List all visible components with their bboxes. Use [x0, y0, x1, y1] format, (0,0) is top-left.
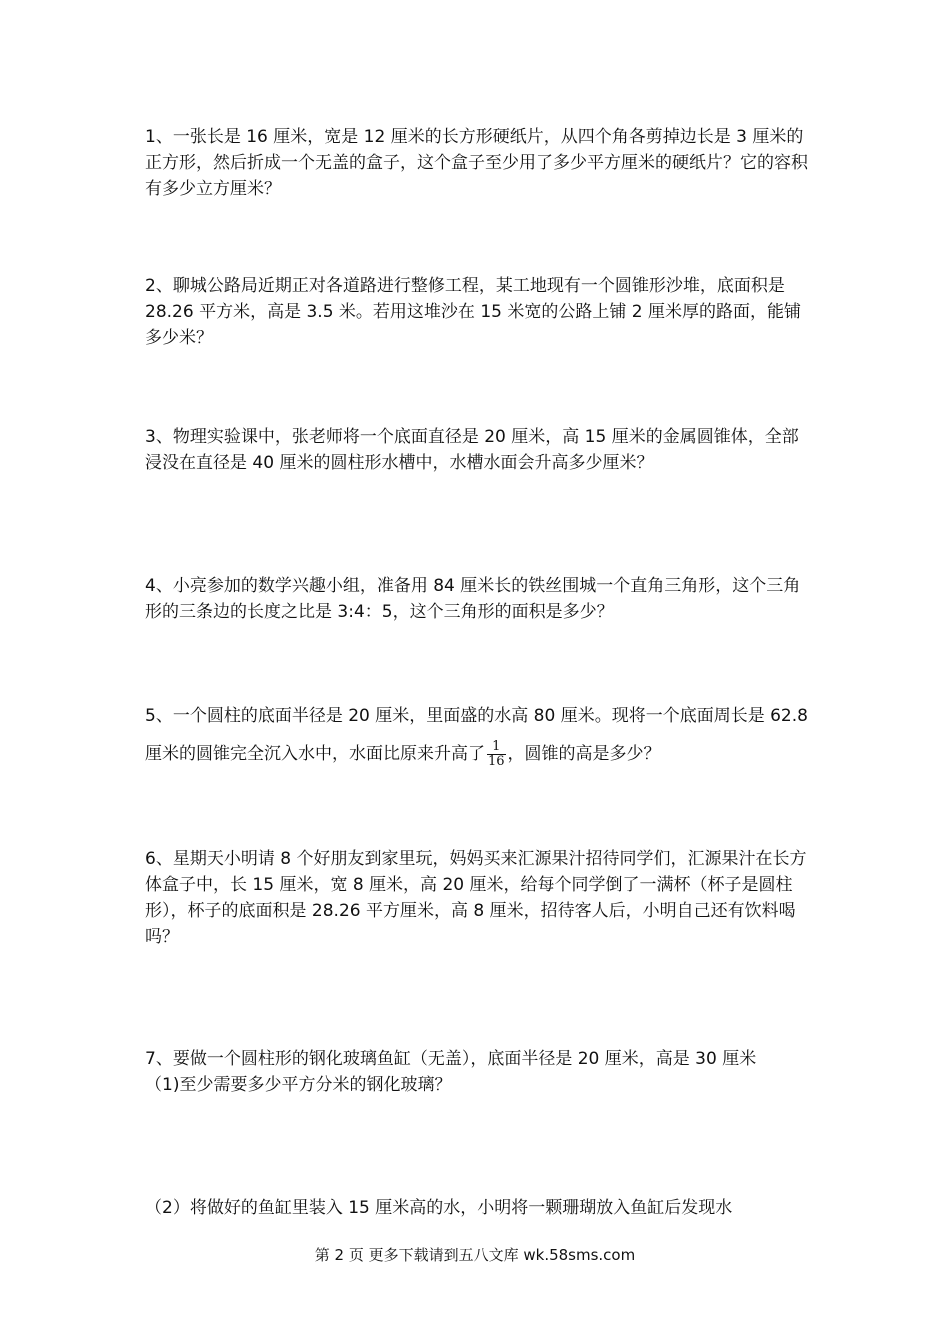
fraction-denominator: 16 — [488, 753, 505, 769]
question-7 — [145, 1046, 815, 1098]
question-1-text: 1、一张长是 16 厘米，宽是 12 厘米的长方形硬纸片，从四个角各剪掉边长是 3 厘米的正方形，然后折成一个无盖的盒子，这个盒子至少用了多少平方厘米的硬纸片？它的容积有多少立方厘米？ — [145, 127, 808, 199]
question-5-text-after: ，圆锥的高是多少？ — [507, 744, 661, 764]
page-footer: 第 2 页 更多下载请到五八文库 wk.58sms.com — [314, 1246, 636, 1264]
question-3 — [145, 424, 815, 476]
question-6 — [145, 846, 815, 950]
question-1 — [145, 124, 815, 202]
question-5-text-before: 5、一个圆柱的底面半径是 20 厘米，里面盛的水高 80 厘米。现将一个底面周长是 62.8 厘米的圆锥完全沉入水中，水面比原来升高了 — [145, 706, 808, 764]
question-7-sub-1: （1)至少需要多少平方分米的钢化玻璃？ — [145, 1075, 452, 1095]
question-3-text: 3、物理实验课中，张老师将一个底面直径是 20 厘米，高 15 厘米的金属圆锥体，全部浸没在直径是 40 厘米的圆柱形水槽中，水槽水面会升高多少厘米？ — [145, 427, 799, 473]
question-2 — [145, 273, 815, 351]
question-4 — [145, 573, 815, 625]
question-5 — [145, 697, 815, 773]
question-7-part-2 — [145, 1195, 815, 1221]
question-7-text: 7、要做一个圆柱形的钢化玻璃鱼缸（无盖），底面半径是 20 厘米，高是 30 厘米 — [145, 1049, 757, 1069]
question-4-text: 4、小亮参加的数学兴趣小组，准备用 84 厘米长的铁丝围城一个直角三角形，这个三角形的三条边的长度之比是 3:4：5，这个三角形的面积是多少？ — [145, 576, 801, 622]
fraction — [487, 740, 506, 769]
question-6-text: 6、星期天小明请 8 个好朋友到家里玩，妈妈买来汇源果汁招待同学们，汇源果汁在长方体盒子中，长 15 厘米，宽 8 厘米，高 20 厘米，给每个同学倒了一满杯（杯子是圆柱形），杯子的底面积是 28.26 平方厘米，高 8 厘米，招待客人后，小明自己还有饮料喝吗？ — [145, 849, 807, 947]
question-2-text: 2、聊城公路局近期正对各道路进行整修工程，某工地现有一个圆锥形沙堆，底面积是 28.26 平方米，高是 3.5 米。若用这堆沙在 15 米宽的公路上铺 2 厘米厚的路面，能铺多少米？ — [145, 276, 801, 348]
fraction-numerator: 1 — [487, 740, 506, 755]
question-7-sub-2: （2）将做好的鱼缸里装入 15 厘米高的水，小明将一颗珊瑚放入鱼缸后发现水 — [145, 1198, 733, 1218]
